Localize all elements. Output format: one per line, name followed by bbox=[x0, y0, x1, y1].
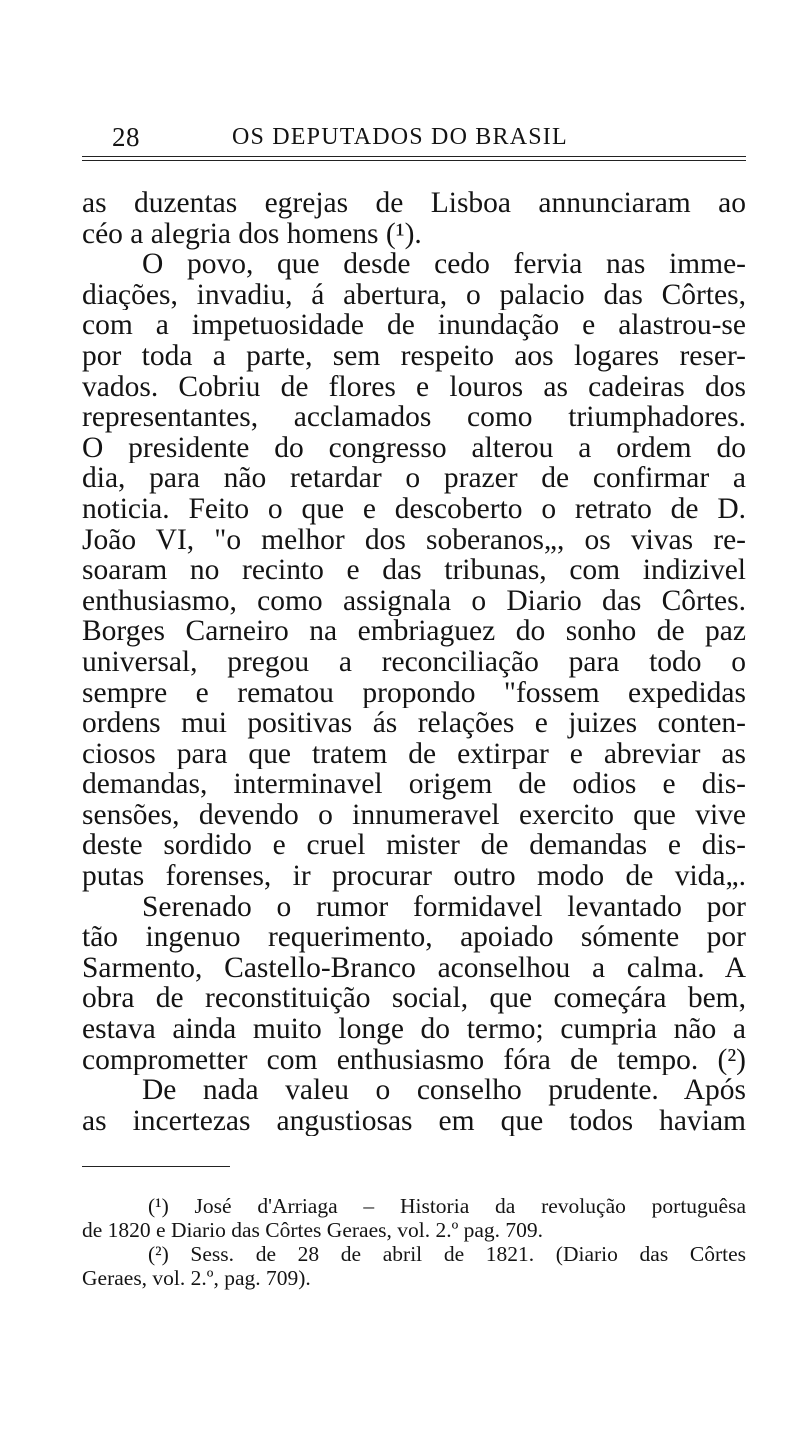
footnote-rule bbox=[82, 1166, 230, 1167]
text-line: vados. Cobriu de flores e louros as cadeiras dos bbox=[82, 371, 746, 403]
text-line: Sarmento, Castello-Branco aconselhou a calma. A bbox=[82, 952, 746, 984]
text-line: ordens mui positivas ás relações e juizes conten- bbox=[82, 708, 746, 739]
text-line: De nada valeu o conselho prudente. Após bbox=[142, 1075, 746, 1106]
text-line: as duzentas egrejas de Lisboa annunciaram ao bbox=[82, 188, 746, 219]
running-head: OS DEPUTADOS DO BRASIL bbox=[232, 124, 568, 150]
footnote-line: de 1820 e Diario das Côrtes Geraes, vol. 2.º pag. 709. bbox=[82, 1218, 544, 1242]
text-line: soaram no recinto e das tribunas, com indizivel bbox=[82, 555, 746, 586]
body-text bbox=[82, 188, 746, 1136]
footnote-line: Geraes, vol. 2.º, pag. 709). bbox=[82, 1266, 311, 1290]
page-header bbox=[82, 118, 746, 158]
header-rule-secondary bbox=[82, 160, 746, 161]
text-line: sempre e rematou propondo "fossem expedidas bbox=[82, 677, 746, 709]
text-line: diações, invadiu, á abertura, o palacio das Côrtes, bbox=[82, 279, 746, 311]
text-line: sensões, devendo o innumeravel exercito que vive bbox=[82, 799, 746, 831]
text-line: noticia. Feito o que e descoberto o retrato de D. bbox=[82, 493, 746, 525]
text-line: comprometter com enthusiasmo fóra de tempo. (²) bbox=[82, 1044, 746, 1076]
text-line: as incertezas angustiosas em que todos haviam bbox=[82, 1105, 746, 1137]
text-line: estava ainda muito longe do termo; cumpria não a bbox=[82, 1014, 746, 1045]
text-line: O povo, que desde cedo fervia nas imme- bbox=[142, 249, 746, 280]
text-line: céo a alegria dos homens (¹). bbox=[82, 217, 422, 250]
text-line: com a impetuosidade de inundação e alastrou-se bbox=[82, 310, 746, 341]
text-line: por toda a parte, sem respeito aos logares reser- bbox=[82, 340, 746, 372]
footnote-line: (²) Sess. de 28 de abril de 1821. (Diario das Côrtes bbox=[148, 1242, 746, 1266]
text-line: ciosos para que tratem de extirpar e abreviar as bbox=[82, 738, 746, 770]
text-line: Serenado o rumor formidavel levantado por bbox=[142, 891, 746, 923]
text-line: Borges Carneiro na embriaguez do sonho de paz bbox=[82, 616, 746, 647]
page-number: 28 bbox=[112, 122, 140, 152]
text-line: obra de reconstituição social, que começára bem, bbox=[82, 983, 746, 1015]
footnotes bbox=[82, 1194, 746, 1290]
text-line: putas forenses, ir procurar outro modo de vida„. bbox=[82, 861, 746, 892]
text-line: O presidente do congresso alterou a ordem do bbox=[82, 432, 746, 464]
text-line: representantes, acclamados como triumphadores. bbox=[82, 402, 746, 433]
text-line: enthusiasmo, como assignala o Diario das Côrtes. bbox=[82, 585, 746, 617]
text-line: dia, para não retardar o prazer de confirmar a bbox=[82, 463, 746, 494]
text-line: universal, pregou a reconciliação para todo o bbox=[82, 646, 746, 678]
text-line: demandas, interminavel origem de odios e dis- bbox=[82, 769, 746, 800]
text-line: João VI, "o melhor dos soberanos„, os vivas re- bbox=[82, 524, 746, 556]
text-line: tão ingenuo requerimento, apoiado sómente por bbox=[82, 922, 746, 953]
text-line: deste sordido e cruel mister de demandas e dis- bbox=[82, 830, 746, 862]
footnote-line: (¹) José d'Arriaga – Historia da revolução portuguêsa bbox=[148, 1194, 746, 1218]
header-rule bbox=[82, 156, 746, 157]
